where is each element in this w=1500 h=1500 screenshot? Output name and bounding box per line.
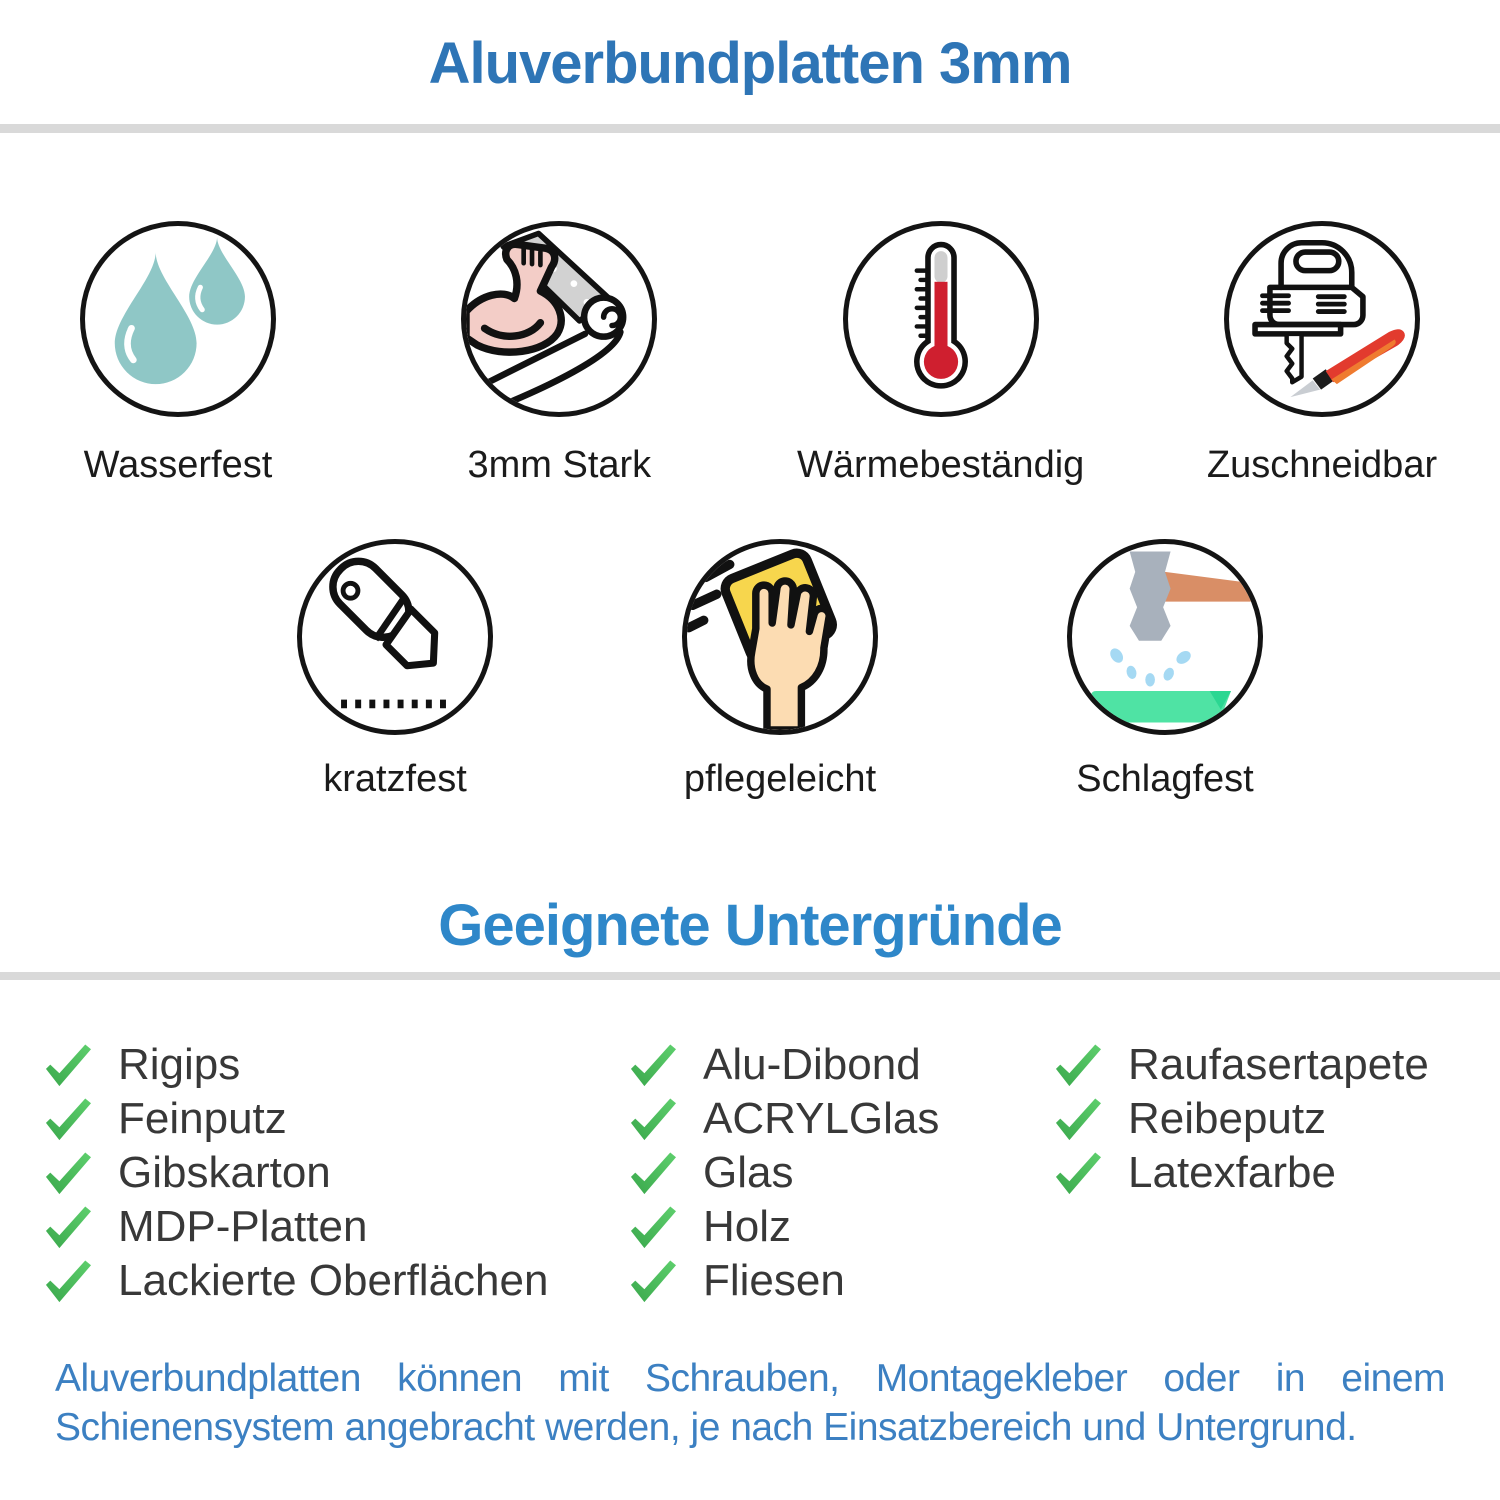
list-item bbox=[40, 1038, 625, 1092]
feature-label: 3mm Stark bbox=[467, 444, 652, 487]
section-title-substrates: Geeignete Untergründe bbox=[438, 892, 1062, 958]
substrate-label: Raufasertapete bbox=[1128, 1040, 1429, 1090]
substrate-label: Latexfarbe bbox=[1128, 1148, 1336, 1198]
substrate-label: Lackierte Oberflächen bbox=[118, 1256, 549, 1306]
checkmark-icon bbox=[40, 1203, 96, 1251]
checkmark-icon bbox=[40, 1041, 96, 1089]
feature-schlagfest bbox=[1055, 539, 1275, 803]
checkmark-icon bbox=[40, 1257, 96, 1305]
feature-label: Wasserfest bbox=[83, 444, 273, 487]
checkmark-icon bbox=[625, 1257, 681, 1305]
substrates-section bbox=[0, 980, 1500, 1308]
strong-arm-panel-icon bbox=[461, 221, 657, 417]
checkmark-icon bbox=[1050, 1095, 1106, 1143]
feature-label: kratzfest bbox=[323, 758, 467, 801]
list-item bbox=[625, 1038, 1050, 1092]
list-item bbox=[625, 1146, 1050, 1200]
substrates-column-2 bbox=[625, 1038, 1050, 1308]
substrate-label: Fliesen bbox=[703, 1256, 845, 1306]
checkmark-icon bbox=[1050, 1041, 1106, 1089]
substrate-label: Alu-Dibond bbox=[703, 1040, 921, 1090]
substrates-column-1 bbox=[40, 1038, 625, 1308]
feature-label: pflegeleicht bbox=[683, 758, 877, 801]
substrate-label: Feinputz bbox=[118, 1094, 287, 1144]
divider-middle bbox=[0, 972, 1500, 980]
features-row-2 bbox=[0, 539, 1500, 803]
list-item bbox=[625, 1092, 1050, 1146]
features-row-1 bbox=[0, 133, 1500, 489]
feature-label: Schlagfest bbox=[1076, 758, 1254, 801]
checkmark-icon bbox=[625, 1041, 681, 1089]
mounting-note: Aluverbundplatten können mit Schrauben, Montagekleber oder in einem Schienensystem angebracht werden, je nach Einsatzbereich und Untergrund. bbox=[55, 1357, 1445, 1450]
list-item bbox=[40, 1146, 625, 1200]
feature-label: Wärmebeständig bbox=[797, 444, 1085, 487]
wiping-hand-cloth-icon bbox=[682, 539, 878, 735]
utility-knife-icon bbox=[297, 539, 493, 735]
list-item bbox=[40, 1092, 625, 1146]
checkmark-icon bbox=[1050, 1149, 1106, 1197]
thermometer-icon bbox=[843, 221, 1039, 417]
substrate-label: Glas bbox=[703, 1148, 794, 1198]
list-item bbox=[625, 1200, 1050, 1254]
hammer-impact-icon bbox=[1067, 539, 1263, 735]
list-item bbox=[1050, 1038, 1500, 1092]
list-item bbox=[40, 1200, 625, 1254]
substrate-label: MDP-Platten bbox=[118, 1202, 368, 1252]
features-section bbox=[0, 133, 1500, 802]
feature-3mm-stark bbox=[439, 221, 679, 489]
checkmark-icon bbox=[625, 1203, 681, 1251]
checkmark-icon bbox=[40, 1095, 96, 1143]
substrates-column-3 bbox=[1050, 1038, 1500, 1308]
feature-pflegeleicht bbox=[670, 539, 890, 803]
water-drops-icon bbox=[80, 221, 276, 417]
checkmark-icon bbox=[625, 1095, 681, 1143]
feature-zuschneidbar bbox=[1202, 221, 1442, 489]
page-title: Aluverbundplatten 3mm bbox=[428, 31, 1072, 96]
list-item bbox=[625, 1254, 1050, 1308]
divider-top bbox=[0, 124, 1500, 133]
list-item bbox=[1050, 1092, 1500, 1146]
checkmark-icon bbox=[40, 1149, 96, 1197]
substrate-label: Rigips bbox=[118, 1040, 241, 1090]
checkmark-icon bbox=[625, 1149, 681, 1197]
feature-kratzfest bbox=[285, 539, 505, 803]
list-item bbox=[1050, 1146, 1500, 1200]
substrate-label: Gibskarton bbox=[118, 1148, 331, 1198]
substrate-label: Reibeputz bbox=[1128, 1094, 1327, 1144]
list-item bbox=[40, 1254, 625, 1308]
substrate-label: ACRYLGlas bbox=[703, 1094, 940, 1144]
feature-label: Zuschneidbar bbox=[1206, 444, 1438, 487]
feature-waermebestaendig bbox=[797, 221, 1085, 489]
feature-wasserfest bbox=[58, 221, 298, 489]
jigsaw-cutter-icon bbox=[1224, 221, 1420, 417]
substrate-label: Holz bbox=[703, 1202, 792, 1252]
